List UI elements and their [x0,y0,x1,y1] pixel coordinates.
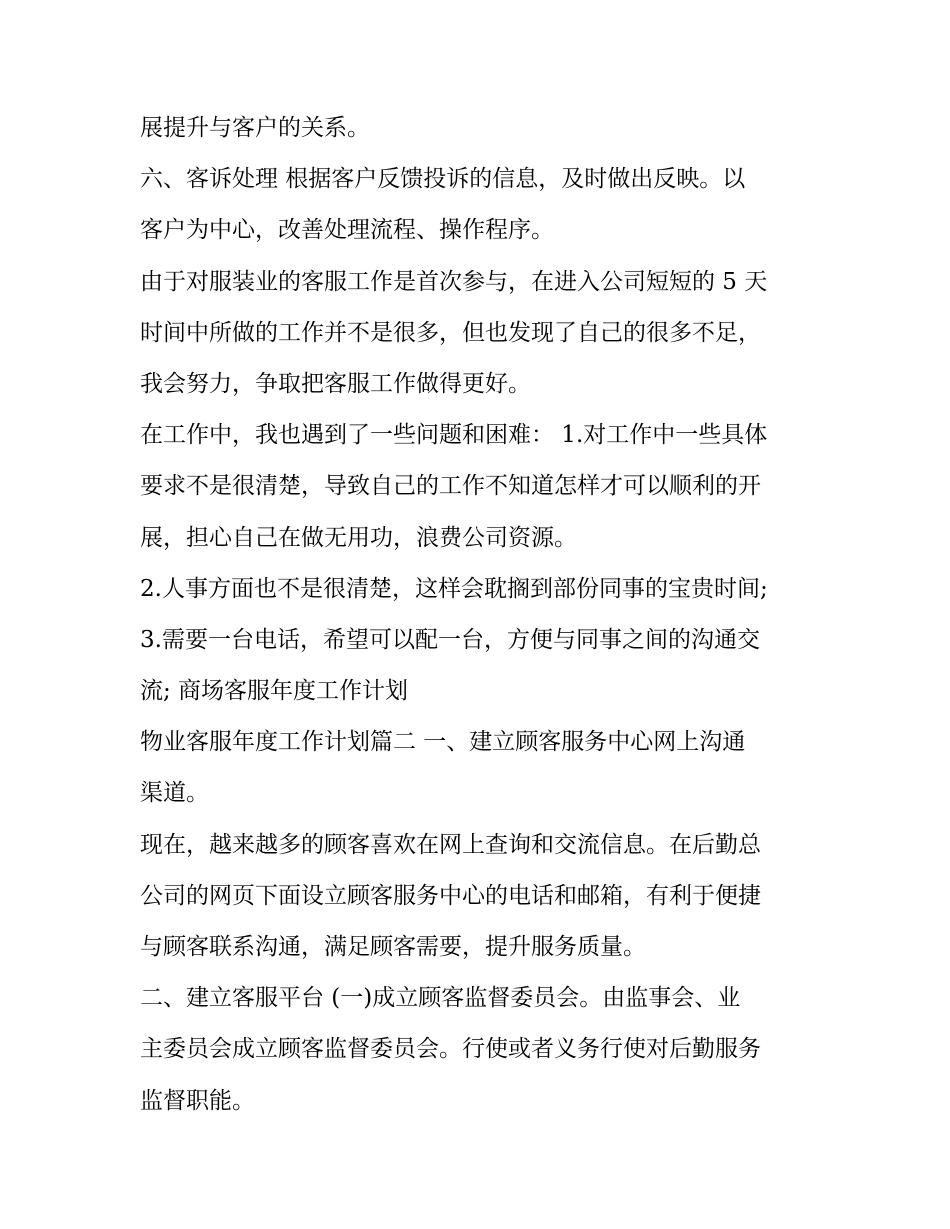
text-line: 2.人事方面也不是很清楚，这样会耽搁到部份同事的宝贵时间; [140,575,768,602]
text-line: 主委员会成立顾客监督委员会。行使或者义务行使对后勤服务 [140,1036,761,1063]
text-line: 与顾客联系沟通，满足顾客需要，提升服务质量。 [140,934,646,960]
text-line: 流; 商场客服年度工作计划 [140,678,409,705]
text-line: 展提升与客户的关系。 [140,115,370,141]
text-line: 现在，越来越多的顾客喜欢在网上查询和交流信息。在后勤总 [140,831,761,858]
text-line: 渠道。 [140,780,209,807]
document-body [140,103,820,1127]
text-line: 我会努力，争取把客服工作做得更好。 [140,370,531,397]
text-line: 由于对服装业的客服工作是首次参与，在进入公司短短的 5 天 [140,268,768,295]
text-line: 公司的网页下面设立顾客服务中心的电话和邮箱，有利于便捷 [140,882,761,909]
text-line: 监督职能。 [140,1087,255,1114]
text-line: 客户为中心，改善处理流程、操作程序。 [140,217,554,244]
text-line: 物业客服年度工作计划篇二 一、建立顾客服务中心网上沟通 [140,729,746,756]
text-line: 时间中所做的工作并不是很多，但也发现了自己的很多不足， [140,319,761,346]
text-line: 展，担心自己在做无用功，浪费公司资源。 [140,524,577,551]
text-line: 3.需要一台电话，希望可以配一台，方便与同事之间的沟通交 [140,626,760,653]
text-line: 要求不是很清楚，导致自己的工作不知道怎样才可以顺利的开 [140,473,761,500]
text-line: 六、客诉处理 根据客户反馈投诉的信息，及时做出反映。以 [140,166,746,193]
text-line: 二、建立客服平台 (一)成立顾客监督委员会。由监事会、业 [140,985,741,1012]
text-line: 在工作中，我也遇到了一些问题和困难： 1.对工作中一些具体 [140,422,768,449]
